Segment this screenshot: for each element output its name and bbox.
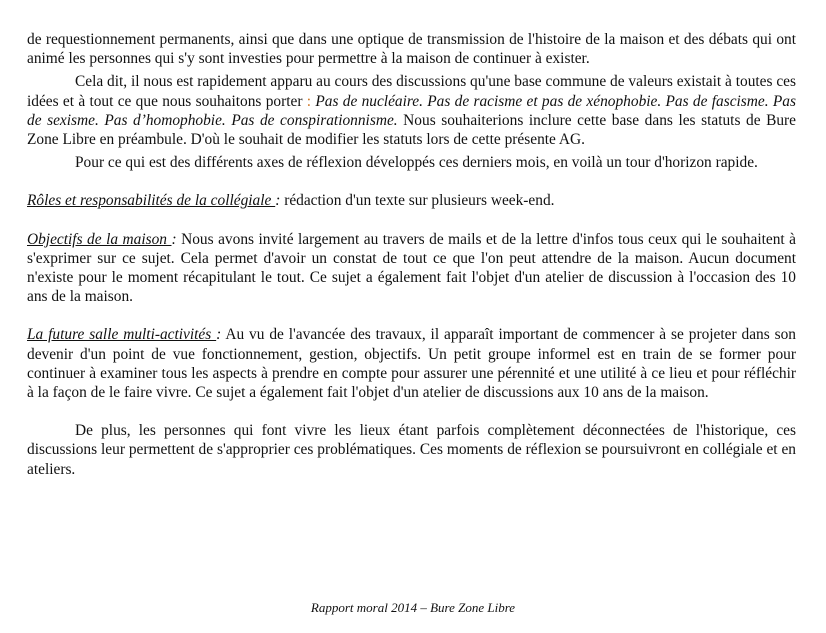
paragraph-transmission <box>27 30 796 68</box>
paragraph-valeurs <box>27 72 796 149</box>
paragraph-text: Cela dit, il nous est rapidement apparu au cours des discussions qu'une base commune de valeurs existait à toutes ces idées et à tout ce que nous souhaitons porter <box>27 73 796 110</box>
section-text: Nous avons invité largement au travers de mails et de la lettre d'infos tous ceux qui le souhaitent à s'exprimer sur ce sujet. Cela permet d'avoir un constat de tout ce que l'on peut attendre de la maison. Aucun document n'existe pour le moment récapitulant le tout. Ce sujet a également fait l'objet d'un atelier de discussion à l'occasion des 10 ans de la maison. <box>27 230 797 306</box>
paragraph-text: De plus, les personnes qui font vivre les lieux étant parfois complètement déconnectées de l'historique, ces discussions leur permettent de s'approprier ces problématiques. Ces moments de réflexion se poursuivront en collégiale et en ateliers. <box>27 422 796 478</box>
paragraph-text: Nous souhaiterions inclure cette base dans les statuts de Bure Zone Libre en préambule. D'où le souhait de modifier les statuts lors de cette présente AG. <box>27 111 797 149</box>
section-text: Au vu de l'avancée des travaux, il apparaît important de commencer à se projeter dans son devenir d'un point de vue fonctionnement, gestion, objectifs. Un petit groupe informel est en train de se former pour continuer à examiner tous les aspects à prendre en compte pour assurer une pérennité et une utilité à ce lieu et pour réfléchir à la façon de le faire vivre. Ce sujet a également fait l'objet d'un atelier de discussions aux 10 ans de la maison. <box>27 326 796 402</box>
section-heading: Rôles et responsabilités de la collégiale <box>27 192 276 210</box>
section-roles <box>27 191 796 210</box>
paragraph-axes <box>27 153 796 172</box>
colon-separator: : <box>302 92 316 110</box>
section-heading: Objectifs de la maison <box>27 230 172 248</box>
footer-text: Rapport moral 2014 – Bure Zone Libre <box>310 600 516 615</box>
values-list: Pas de nucléaire. Pas de racisme et pas de xénophobie. Pas de fascisme. Pas de sexisme. Pas d’homophobie. Pas de conspirationnisme. <box>27 92 796 129</box>
section-colon: : <box>216 326 222 344</box>
section-objectifs <box>27 230 796 307</box>
section-colon: : <box>275 192 281 210</box>
paragraph-text: de requestionnement permanents, ainsi que dans une optique de transmission de l'histoire de la maison et des débats qui ont animé les personnes qui s'y sont investies pour permettre à la maison de continuer à exister. <box>27 31 796 68</box>
paragraph-text: Pour ce qui est des différents axes de réflexion développés ces derniers mois, en voilà un tour d'horizon rapide. <box>75 154 758 172</box>
page-footer <box>0 600 826 616</box>
paragraph-conclusion <box>27 421 796 479</box>
section-heading: La future salle multi-activités <box>27 326 217 344</box>
section-colon: : <box>171 230 177 248</box>
document-page <box>27 30 796 479</box>
section-text: rédaction d'un texte sur plusieurs week-end. <box>280 192 555 210</box>
section-salle <box>27 325 796 402</box>
